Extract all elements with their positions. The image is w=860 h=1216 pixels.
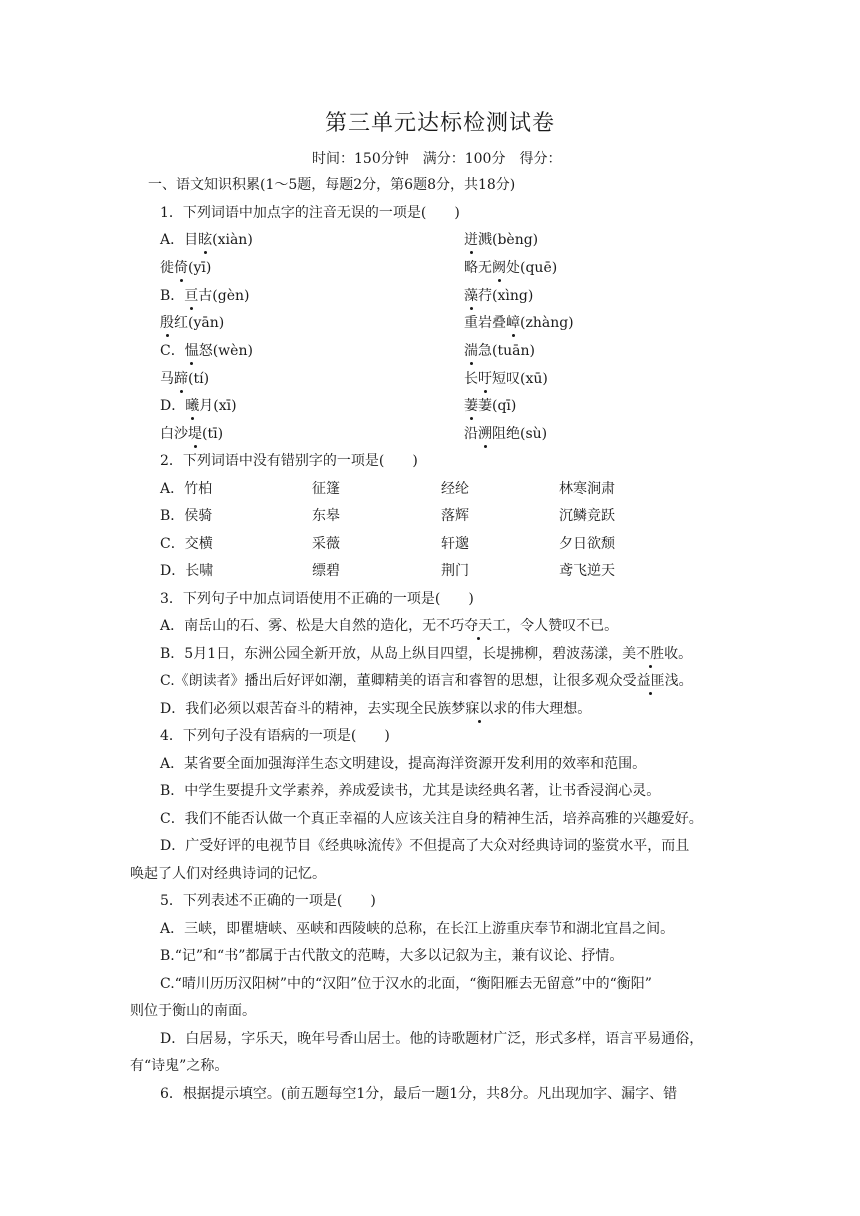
q4-option-d-line2: 唤起了人们对经典诗词的记忆。: [130, 866, 326, 882]
q2-option-b-col3: 落辉: [441, 508, 469, 524]
q2-option-d-col3: 荆门: [441, 563, 469, 579]
q2-option-b-col4: 沉鳞竞跃: [559, 508, 615, 524]
q3-option-a: A．南岳山的石、雾、松是大自然的造化，无不巧夺天工，令人赞叹不已。: [160, 618, 619, 634]
page-title: 第三单元达标检测试卷: [324, 111, 555, 136]
dotted-char: 愠: [184, 343, 199, 359]
q1-option-a-word4: 略无阙处(quē): [464, 260, 558, 276]
dotted-char: 曦: [185, 398, 200, 414]
q2-option-a-col3: 经纶: [441, 481, 469, 497]
q1-option-a-word1: A．目眩(xiàn): [160, 232, 253, 248]
q4-option-b: B．中学生要提升文学素养，养成爱读书，尤其是读经典名著，让书香浸润心灵。: [160, 783, 661, 799]
q4-option-c: C．我们不能否认做一个真正幸福的人应该关注自身的精神生活，培养高雅的兴趣爱好。: [160, 811, 703, 827]
q2-option-b-col1: B．侯骑: [160, 508, 213, 524]
q5-option-d-line2: 有“诗鬼”之称。: [130, 1058, 229, 1074]
question-5-stem: 5．下列表述不正确的一项是( ): [160, 893, 376, 909]
dotted-char: 萋: [464, 398, 478, 414]
dotted-char: 藻: [464, 288, 478, 304]
q1-option-c-word3: 马蹄(tí): [160, 371, 210, 387]
q1-option-d-word4: 沿溯阻绝(sù): [464, 426, 548, 442]
question-6-stem: 6．根据提示填空。(前五题每空1分，最后一题1分，共8分。凡出现加字、漏字、错: [160, 1086, 678, 1102]
q1-option-d-word1: D．曦月(xī): [160, 398, 237, 414]
question-2-stem: 2．下列词语中没有错别字的一项是( ): [160, 453, 418, 469]
dotted-char: 堤: [188, 426, 202, 442]
q1-option-a-word3: 徙倚(yī): [160, 260, 212, 276]
q1-option-a-word2: 迸溅(bèng): [464, 232, 539, 248]
dotted-char: 溯: [478, 426, 492, 442]
dotted-char: 湍: [464, 343, 478, 359]
q1-option-b-word1: B．亘古(gèn): [160, 288, 250, 304]
dotted-char: 蹄: [174, 371, 188, 387]
q2-option-c-col2: 采薇: [312, 536, 340, 552]
q1-option-c-word4: 长吁短叹(xū): [464, 371, 548, 387]
q2-option-d-col4: 鸢飞逆天: [559, 563, 615, 579]
dotted-phrase: 梦寐以求: [451, 701, 508, 717]
q2-option-b-col2: 东皋: [312, 508, 340, 524]
q5-option-a: A．三峡，即瞿塘峡、巫峡和西陵峡的总称，在长江上游重庆奉节和湖北宜昌之间。: [160, 921, 675, 937]
q1-option-b-word2: 藻荇(xìng): [464, 288, 534, 304]
q5-option-b: B.“记”和“书”都属于古代散文的范畴，大多以记叙为主，兼有议论、抒情。: [160, 948, 624, 964]
q2-option-a-col4: 林寒涧肃: [559, 481, 615, 497]
question-1-stem: 1．下列词语中加点字的注音无误的一项是( ): [160, 205, 460, 221]
q1-option-c-word2: 湍急(tuān): [464, 343, 535, 359]
dotted-char: 吁: [478, 371, 492, 387]
q1-option-c-word1: C．愠怒(wèn): [160, 343, 253, 359]
q2-option-c-col1: C．交横: [160, 536, 213, 552]
q2-option-c-col4: 夕日欲颓: [559, 536, 615, 552]
question-4-stem: 4．下列句子没有语病的一项是( ): [160, 728, 390, 744]
q2-option-a-col1: A．竹柏: [160, 481, 213, 497]
q1-option-b-word3: 殷红(yān): [160, 315, 225, 331]
q5-option-d-line1: D．白居易，字乐天，晚年号香山居士。他的诗歌题材广泛，形式多样，语言平易通俗，: [160, 1031, 704, 1047]
dotted-char: 殷: [160, 315, 174, 331]
q4-option-d-line1: D．广受好评的电视节目《经典咏流传》不但提高了大众对经典诗词的鉴赏水平，而且: [160, 838, 690, 854]
question-3-stem: 3．下列句子中加点词语使用不正确的一项是( ): [160, 591, 474, 607]
q2-option-d-col2: 缥碧: [312, 563, 340, 579]
dotted-char: 亘: [184, 288, 199, 304]
q2-option-a-col2: 征篷: [312, 481, 340, 497]
dotted-char: 迸: [464, 232, 478, 248]
q1-option-d-word2: 萋萋(qī): [464, 398, 517, 414]
dotted-char: 嶂: [506, 315, 520, 331]
q1-option-b-word4: 重岩叠嶂(zhàng): [464, 315, 574, 331]
q2-option-c-col3: 轩邈: [441, 536, 469, 552]
dotted-phrase: 巧夺天工: [450, 618, 507, 634]
q5-option-c-line1: C.“晴川历历汉阳树”中的“汉阳”位于汉水的北面，“衡阳雁去无留意”中的“衡阳”: [160, 976, 652, 992]
q2-option-d-col1: D．长啸: [160, 563, 214, 579]
section-heading: 一、语文知识积累(1～5题，每题2分，第6题8分，共18分): [148, 177, 516, 193]
q3-option-c: C.《朗读者》播出后好评如潮，董卿精美的语言和睿智的思想，让很多观众受益匪浅。: [160, 673, 693, 689]
dotted-phrase: 受益匪浅: [622, 673, 679, 689]
q3-option-d: D．我们必须以艰苦奋斗的精神，去实现全民族梦寐以求的伟大理想。: [160, 701, 592, 717]
dotted-char: 眩: [198, 232, 213, 248]
dotted-phrase: 美不胜收: [622, 646, 679, 662]
exam-meta: 时间：150分钟 满分：100分 得分：: [312, 151, 562, 167]
q5-option-c-line2: 则位于衡山的南面。: [130, 1003, 256, 1019]
q3-option-b: B．5月1日，东洲公园全新开放，从岛上纵目四望，长堤拂柳，碧波荡漾，美不胜收。: [160, 646, 693, 662]
q4-option-a: A．某省要全面加强海洋生态文明建设，提高海洋资源开发利用的效率和范围。: [160, 756, 647, 772]
dotted-char: 阙: [492, 260, 506, 276]
q1-option-d-word3: 白沙堤(tī): [160, 426, 224, 442]
dotted-char: 倚: [174, 260, 188, 276]
